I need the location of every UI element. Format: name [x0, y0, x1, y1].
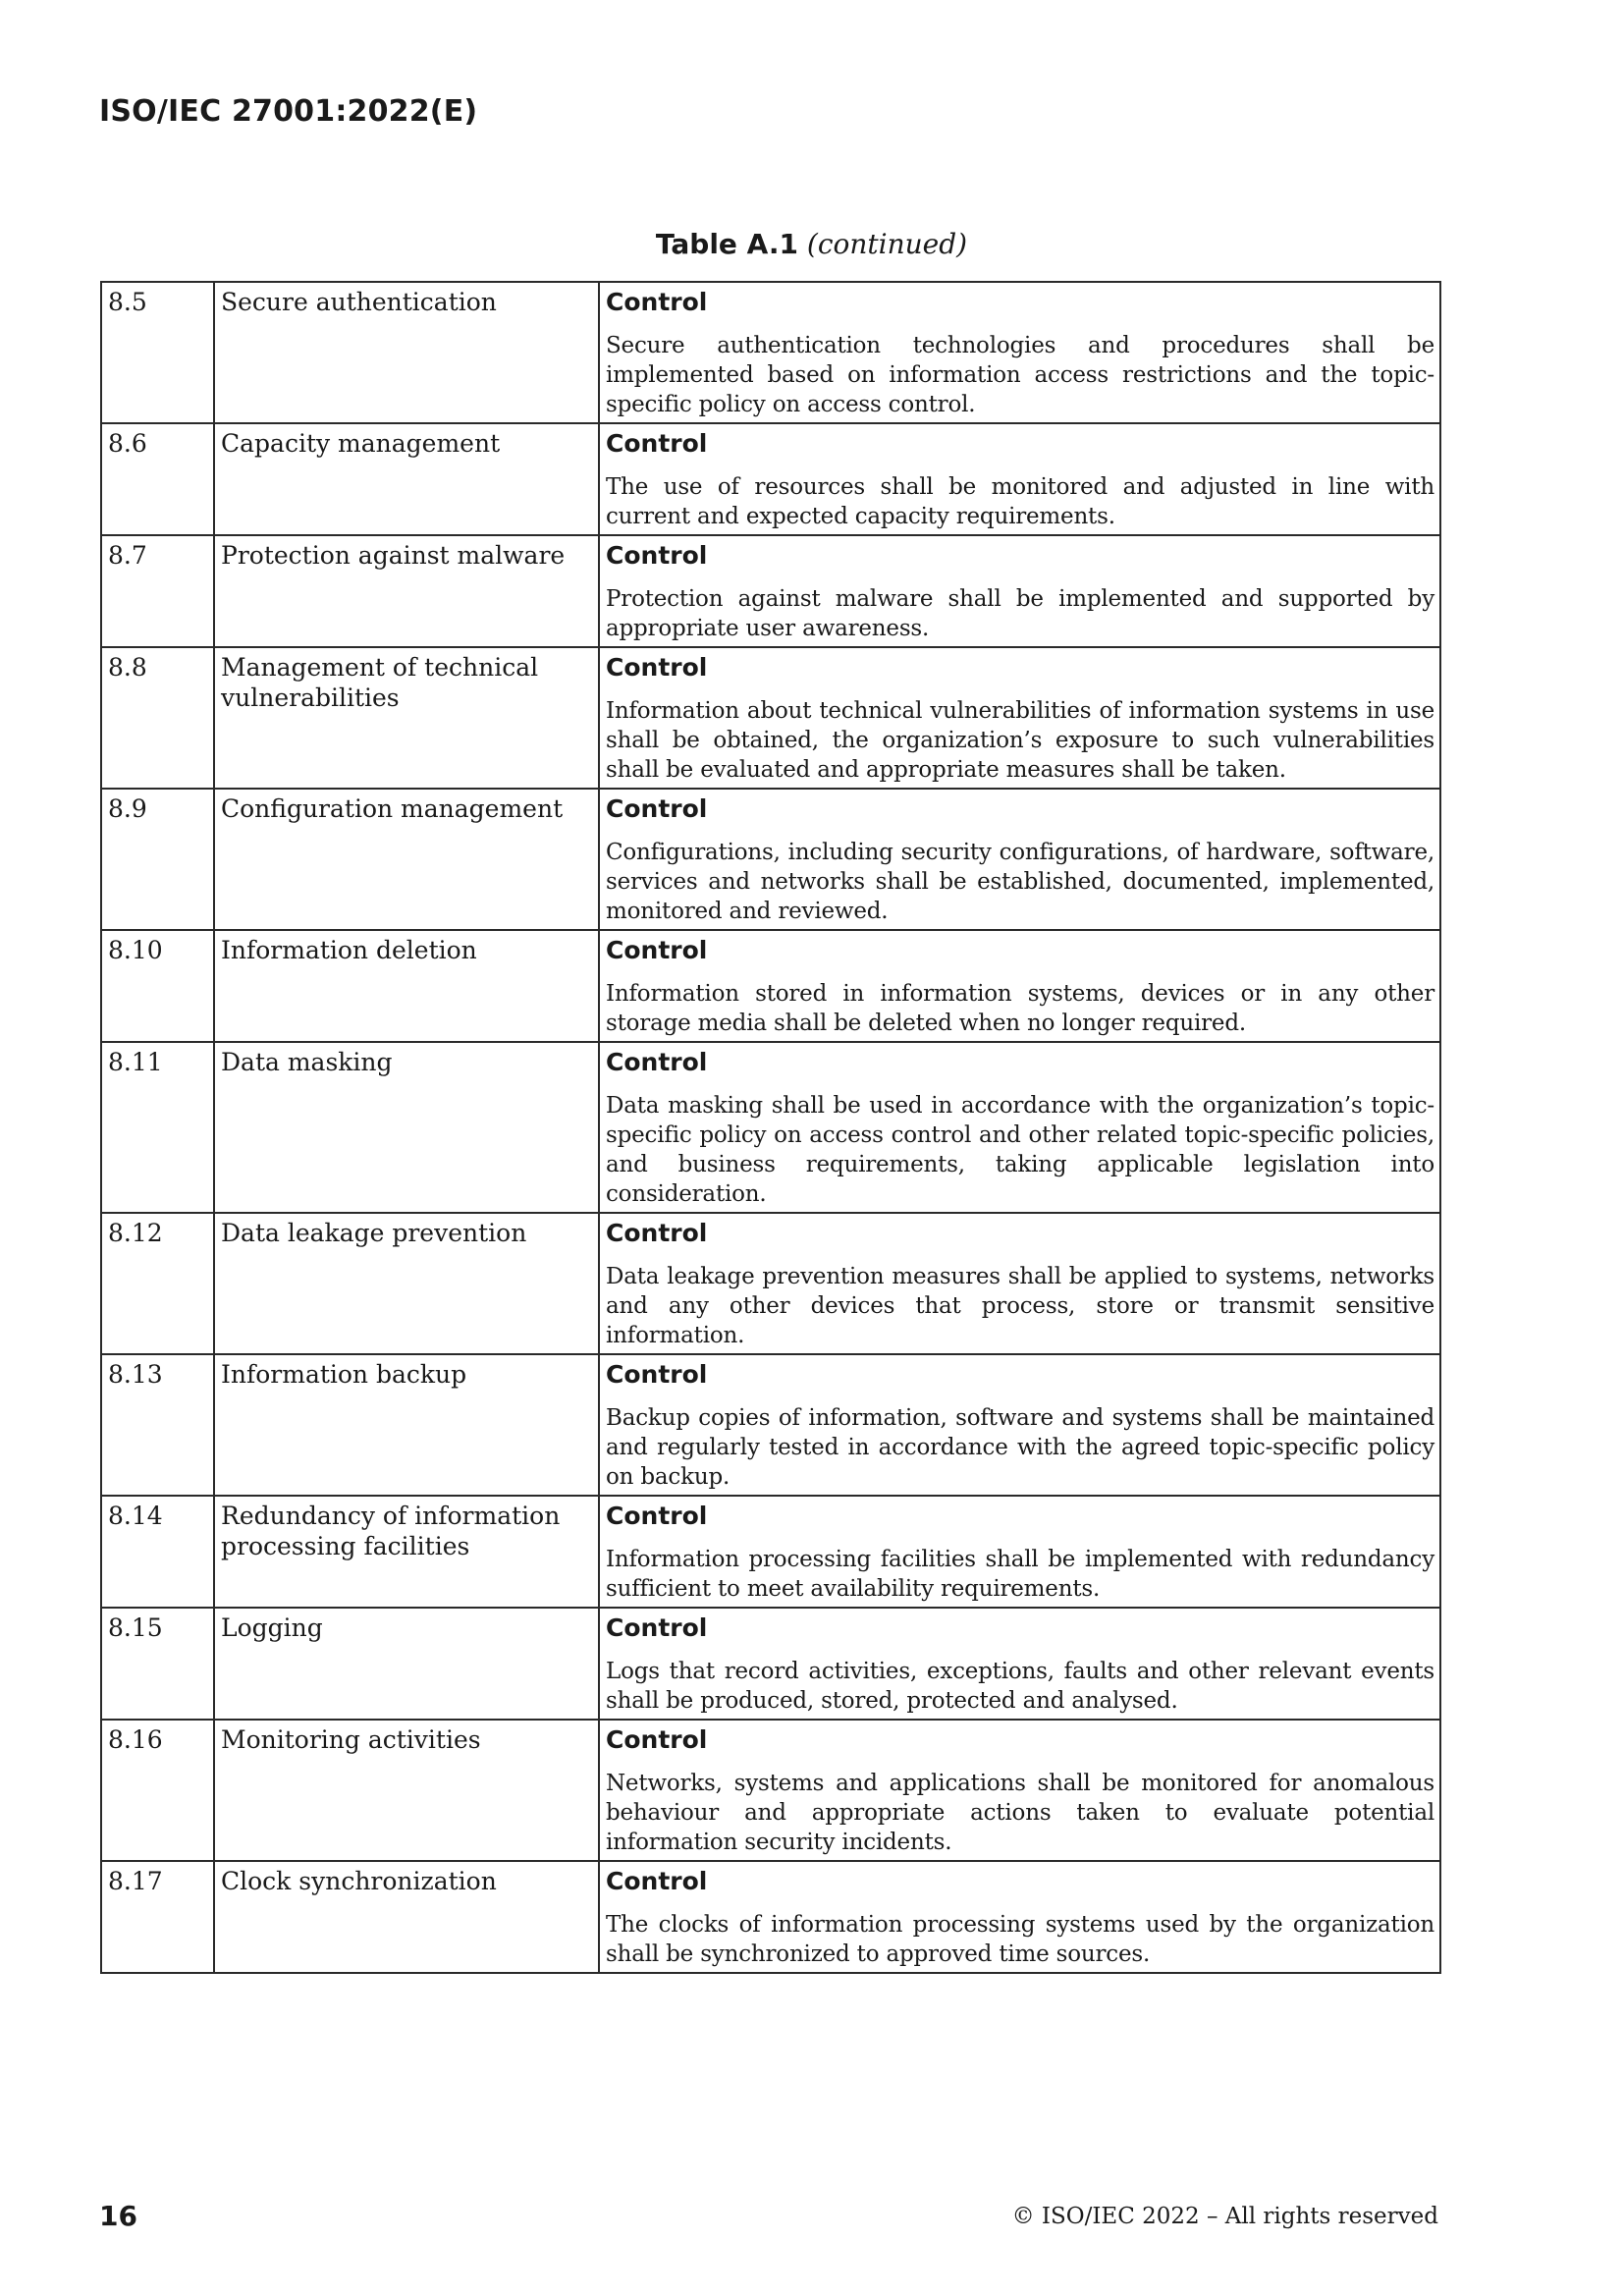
control-text: Secure authentication technologies and procedures shall be implemented based on information access restrictions and the topic-specific policy on access control.	[606, 333, 1434, 417]
control-name: Configuration management	[214, 789, 599, 930]
page-number: 16	[99, 2200, 137, 2232]
table-row	[101, 282, 1440, 423]
control-cell	[599, 282, 1440, 423]
control-name: Information backup	[214, 1354, 599, 1496]
control-cell	[599, 1213, 1440, 1354]
control-name: Information deletion	[214, 930, 599, 1042]
control-cell	[599, 423, 1440, 535]
control-text: The use of resources shall be monitored and adjusted in line with current and expected capacity requirements.	[606, 474, 1434, 529]
control-cell	[599, 789, 1440, 930]
control-number: 8.11	[101, 1042, 214, 1213]
control-heading: Control	[606, 1219, 708, 1247]
control-name: Capacity management	[214, 423, 599, 535]
control-text: Configurations, including security configurations, of hardware, software, services and networks shall be established, documented, implemented, monitored and reviewed.	[606, 840, 1434, 924]
control-text: Logs that record activities, exceptions, faults and other relevant events shall be produced, stored, protected and analysed.	[606, 1659, 1434, 1714]
control-heading: Control	[606, 1867, 708, 1895]
control-heading: Control	[606, 541, 708, 570]
control-heading: Control	[606, 1502, 708, 1530]
document-id: ISO/IEC 27001:2022(E)	[99, 94, 478, 129]
control-number: 8.10	[101, 930, 214, 1042]
control-text: The clocks of information processing systems used by the organization shall be synchronized to approved time sources.	[606, 1912, 1434, 1967]
table-row	[101, 930, 1440, 1042]
table-row	[101, 1720, 1440, 1861]
control-name: Data masking	[214, 1042, 599, 1213]
table-row	[101, 1861, 1440, 1973]
control-heading: Control	[606, 429, 708, 458]
control-cell	[599, 1354, 1440, 1496]
control-number: 8.17	[101, 1861, 214, 1973]
control-number: 8.8	[101, 647, 214, 789]
table-row	[101, 1042, 1440, 1213]
control-number: 8.15	[101, 1608, 214, 1720]
control-number: 8.9	[101, 789, 214, 930]
control-heading: Control	[606, 794, 708, 823]
control-name: Data leakage prevention	[214, 1213, 599, 1354]
control-number: 8.6	[101, 423, 214, 535]
control-number: 8.5	[101, 282, 214, 423]
controls-table-body	[101, 282, 1440, 1973]
control-number: 8.16	[101, 1720, 214, 1861]
table-caption	[0, 228, 1623, 260]
table-row	[101, 1354, 1440, 1496]
control-text: Data leakage prevention measures shall be applied to systems, networks and any other devices that process, store or transmit sensitive information.	[606, 1264, 1434, 1348]
controls-table	[100, 281, 1441, 1974]
control-cell	[599, 1861, 1440, 1973]
control-name: Monitoring activities	[214, 1720, 599, 1861]
copyright-notice: © ISO/IEC 2022 – All rights reserved	[1011, 2204, 1438, 2229]
control-cell	[599, 1042, 1440, 1213]
control-heading: Control	[606, 1048, 708, 1076]
control-cell	[599, 647, 1440, 789]
control-heading: Control	[606, 288, 708, 316]
control-heading: Control	[606, 1360, 708, 1389]
table-row	[101, 647, 1440, 789]
table-row	[101, 423, 1440, 535]
control-cell	[599, 1496, 1440, 1608]
control-cell	[599, 1720, 1440, 1861]
control-name: Secure authentication	[214, 282, 599, 423]
control-number: 8.14	[101, 1496, 214, 1608]
table-row	[101, 535, 1440, 647]
control-text: Data masking shall be used in accordance with the organization’s topic-specific policy on access control and other related topic-specific policies, and business requirements, taking applicable legislation into consideration.	[606, 1093, 1434, 1207]
control-cell	[599, 1608, 1440, 1720]
control-heading: Control	[606, 1725, 708, 1754]
control-text: Information about technical vulnerabilities of information systems in use shall be obtained, the organization’s exposure to such vulnerabilities shall be evaluated and appropriate measures shall be taken.	[606, 698, 1434, 783]
control-name: Protection against malware	[214, 535, 599, 647]
control-heading: Control	[606, 1613, 708, 1642]
control-name: Clock synchronization	[214, 1861, 599, 1973]
table-row	[101, 1608, 1440, 1720]
control-text: Networks, systems and applications shall be monitored for anomalous behaviour and appropriate actions taken to evaluate potential information security incidents.	[606, 1771, 1434, 1855]
control-text: Backup copies of information, software and systems shall be maintained and regularly tested in accordance with the agreed topic-specific policy on backup.	[606, 1405, 1434, 1490]
control-text: Information stored in information systems, devices or in any other storage media shall be deleted when no longer required.	[606, 981, 1434, 1036]
table-row	[101, 1496, 1440, 1608]
control-name: Redundancy of information processing facilities	[214, 1496, 599, 1608]
control-heading: Control	[606, 653, 708, 682]
table-caption-title: Table A.1	[655, 228, 798, 260]
table-row	[101, 789, 1440, 930]
control-number: 8.7	[101, 535, 214, 647]
control-cell	[599, 535, 1440, 647]
control-text: Protection against malware shall be implemented and supported by appropriate user awareness.	[606, 586, 1434, 641]
control-number: 8.12	[101, 1213, 214, 1354]
control-name: Management of technical vulnerabilities	[214, 647, 599, 789]
control-name: Logging	[214, 1608, 599, 1720]
control-cell	[599, 930, 1440, 1042]
control-heading: Control	[606, 936, 708, 964]
control-number: 8.13	[101, 1354, 214, 1496]
table-caption-suffix: (continued)	[806, 228, 968, 260]
control-text: Information processing facilities shall be implemented with redundancy sufficient to meet availability requirements.	[606, 1547, 1434, 1602]
table-row	[101, 1213, 1440, 1354]
